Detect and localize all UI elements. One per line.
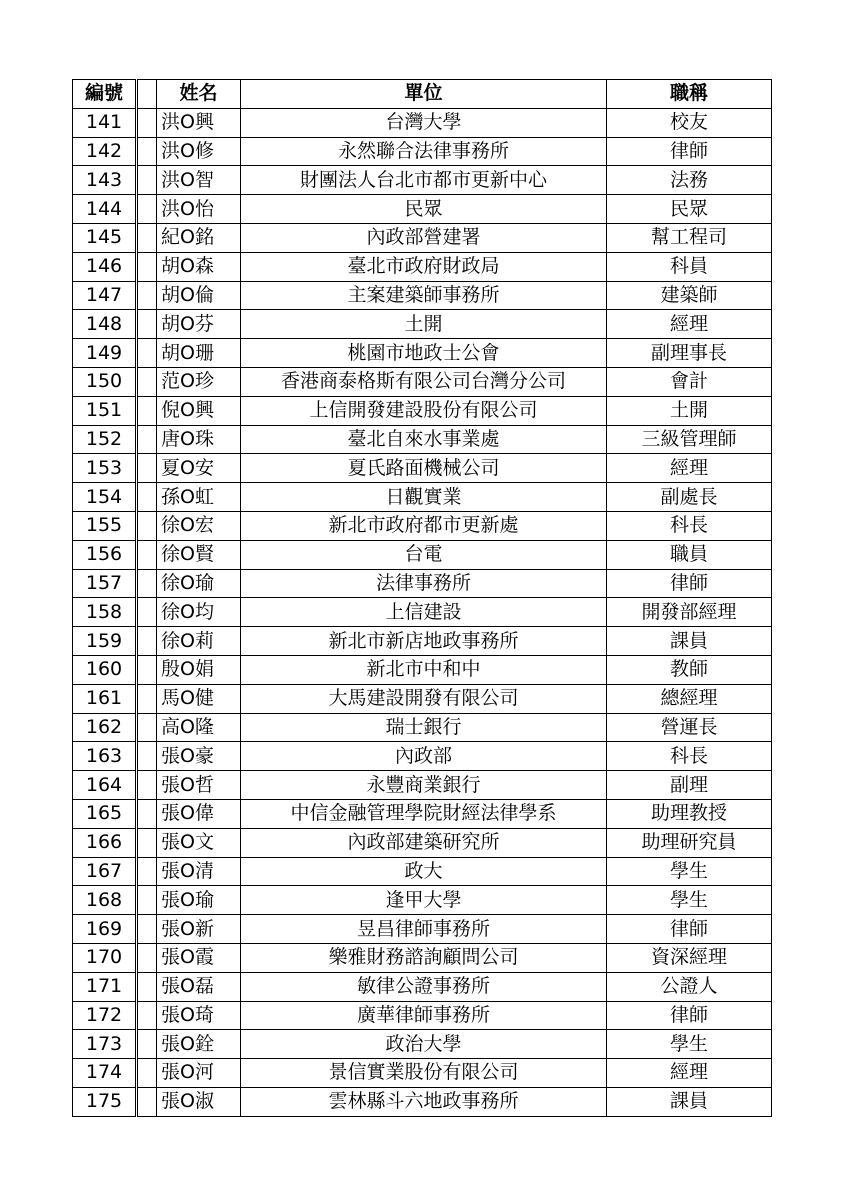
row-unit: 雲林縣斗六地政事務所 bbox=[241, 1087, 607, 1116]
row-spacer bbox=[137, 137, 157, 166]
row-number: 167 bbox=[73, 857, 137, 886]
row-spacer bbox=[137, 310, 157, 339]
row-title: 副處長 bbox=[607, 483, 772, 512]
row-unit: 法律事務所 bbox=[241, 569, 607, 598]
table-row bbox=[73, 1059, 772, 1088]
row-title: 科長 bbox=[607, 742, 772, 771]
row-title: 校友 bbox=[607, 108, 772, 137]
row-name: 張O河 bbox=[157, 1059, 241, 1088]
table-row bbox=[73, 108, 772, 137]
table-row bbox=[73, 684, 772, 713]
table-row bbox=[73, 310, 772, 339]
row-spacer bbox=[137, 339, 157, 368]
row-title: 助理教授 bbox=[607, 799, 772, 828]
table-row bbox=[73, 454, 772, 483]
row-number: 164 bbox=[73, 771, 137, 800]
row-unit: 台灣大學 bbox=[241, 108, 607, 137]
row-unit: 香港商泰格斯有限公司台灣分公司 bbox=[241, 367, 607, 396]
table-row bbox=[73, 540, 772, 569]
row-title: 職員 bbox=[607, 540, 772, 569]
roster-table bbox=[72, 79, 772, 1117]
row-spacer bbox=[137, 252, 157, 281]
row-spacer bbox=[137, 886, 157, 915]
row-unit: 內政部 bbox=[241, 742, 607, 771]
row-spacer bbox=[137, 569, 157, 598]
row-unit: 夏氏路面機械公司 bbox=[241, 454, 607, 483]
row-number: 154 bbox=[73, 483, 137, 512]
row-title: 營運長 bbox=[607, 713, 772, 742]
row-number: 169 bbox=[73, 915, 137, 944]
row-title: 建築師 bbox=[607, 281, 772, 310]
table-row bbox=[73, 483, 772, 512]
row-unit: 逢甲大學 bbox=[241, 886, 607, 915]
row-title: 開發部經理 bbox=[607, 598, 772, 627]
row-unit: 內政部建築研究所 bbox=[241, 828, 607, 857]
row-spacer bbox=[137, 425, 157, 454]
row-unit: 日觀實業 bbox=[241, 483, 607, 512]
row-name: 張O新 bbox=[157, 915, 241, 944]
row-title: 資深經理 bbox=[607, 943, 772, 972]
row-title: 法務 bbox=[607, 166, 772, 195]
row-number: 152 bbox=[73, 425, 137, 454]
row-title: 律師 bbox=[607, 137, 772, 166]
row-unit: 內政部營建署 bbox=[241, 223, 607, 252]
row-unit: 台電 bbox=[241, 540, 607, 569]
table-row bbox=[73, 771, 772, 800]
row-title: 科員 bbox=[607, 252, 772, 281]
row-spacer bbox=[137, 713, 157, 742]
header-unit: 單位 bbox=[241, 80, 607, 109]
row-unit: 上信開發建設股份有限公司 bbox=[241, 396, 607, 425]
table-row bbox=[73, 425, 772, 454]
row-number: 151 bbox=[73, 396, 137, 425]
table-row bbox=[73, 828, 772, 857]
row-name: 馬O健 bbox=[157, 684, 241, 713]
row-spacer bbox=[137, 195, 157, 224]
row-title: 律師 bbox=[607, 1001, 772, 1030]
row-title: 學生 bbox=[607, 857, 772, 886]
row-title: 課員 bbox=[607, 1087, 772, 1116]
row-spacer bbox=[137, 454, 157, 483]
row-number: 141 bbox=[73, 108, 137, 137]
table-row bbox=[73, 799, 772, 828]
row-name: 張O淑 bbox=[157, 1087, 241, 1116]
row-title: 會計 bbox=[607, 367, 772, 396]
row-number: 175 bbox=[73, 1087, 137, 1116]
row-spacer bbox=[137, 828, 157, 857]
table-row bbox=[73, 367, 772, 396]
row-title: 副理 bbox=[607, 771, 772, 800]
row-name: 洪O修 bbox=[157, 137, 241, 166]
row-name: 張O文 bbox=[157, 828, 241, 857]
row-title: 學生 bbox=[607, 886, 772, 915]
row-number: 143 bbox=[73, 166, 137, 195]
row-title: 土開 bbox=[607, 396, 772, 425]
row-name: 范O珍 bbox=[157, 367, 241, 396]
row-unit: 瑞士銀行 bbox=[241, 713, 607, 742]
row-number: 148 bbox=[73, 310, 137, 339]
row-name: 胡O倫 bbox=[157, 281, 241, 310]
row-name: 徐O均 bbox=[157, 598, 241, 627]
row-unit: 主案建築師事務所 bbox=[241, 281, 607, 310]
row-title: 律師 bbox=[607, 915, 772, 944]
row-spacer bbox=[137, 1087, 157, 1116]
row-spacer bbox=[137, 483, 157, 512]
table-row bbox=[73, 1087, 772, 1116]
row-spacer bbox=[137, 223, 157, 252]
row-number: 159 bbox=[73, 627, 137, 656]
row-title: 經理 bbox=[607, 454, 772, 483]
row-name: 紀O銘 bbox=[157, 223, 241, 252]
row-name: 殷O娟 bbox=[157, 655, 241, 684]
row-unit: 新北市新店地政事務所 bbox=[241, 627, 607, 656]
row-name: 洪O興 bbox=[157, 108, 241, 137]
table-row bbox=[73, 915, 772, 944]
row-spacer bbox=[137, 915, 157, 944]
row-unit: 景信實業股份有限公司 bbox=[241, 1059, 607, 1088]
row-spacer bbox=[137, 972, 157, 1001]
header-name: 姓名 bbox=[157, 80, 241, 109]
row-spacer bbox=[137, 799, 157, 828]
row-name: 倪O興 bbox=[157, 396, 241, 425]
row-number: 144 bbox=[73, 195, 137, 224]
table-row bbox=[73, 742, 772, 771]
row-number: 155 bbox=[73, 511, 137, 540]
row-spacer bbox=[137, 166, 157, 195]
row-name: 張O琦 bbox=[157, 1001, 241, 1030]
row-name: 高O隆 bbox=[157, 713, 241, 742]
row-spacer bbox=[137, 367, 157, 396]
table-row bbox=[73, 1001, 772, 1030]
row-number: 146 bbox=[73, 252, 137, 281]
row-name: 唐O珠 bbox=[157, 425, 241, 454]
row-unit: 政治大學 bbox=[241, 1030, 607, 1059]
row-unit: 樂雅財務諮詢顧問公司 bbox=[241, 943, 607, 972]
row-unit: 永豐商業銀行 bbox=[241, 771, 607, 800]
row-title: 幫工程司 bbox=[607, 223, 772, 252]
table-row bbox=[73, 627, 772, 656]
row-number: 171 bbox=[73, 972, 137, 1001]
row-number: 165 bbox=[73, 799, 137, 828]
table-row bbox=[73, 511, 772, 540]
row-name: 徐O瑜 bbox=[157, 569, 241, 598]
table-body bbox=[73, 108, 772, 1116]
row-number: 160 bbox=[73, 655, 137, 684]
table-row bbox=[73, 396, 772, 425]
row-title: 教師 bbox=[607, 655, 772, 684]
row-unit: 臺北市政府財政局 bbox=[241, 252, 607, 281]
row-unit: 財團法人台北市都市更新中心 bbox=[241, 166, 607, 195]
row-spacer bbox=[137, 1059, 157, 1088]
table-row bbox=[73, 252, 772, 281]
row-number: 142 bbox=[73, 137, 137, 166]
row-spacer bbox=[137, 281, 157, 310]
row-title: 民眾 bbox=[607, 195, 772, 224]
row-number: 150 bbox=[73, 367, 137, 396]
row-title: 經理 bbox=[607, 1059, 772, 1088]
table-row bbox=[73, 569, 772, 598]
header-number: 編號 bbox=[73, 80, 137, 109]
row-title: 公證人 bbox=[607, 972, 772, 1001]
row-number: 168 bbox=[73, 886, 137, 915]
row-name: 徐O莉 bbox=[157, 627, 241, 656]
row-name: 胡O珊 bbox=[157, 339, 241, 368]
row-number: 163 bbox=[73, 742, 137, 771]
table-row bbox=[73, 655, 772, 684]
row-spacer bbox=[137, 598, 157, 627]
row-number: 145 bbox=[73, 223, 137, 252]
row-name: 張O清 bbox=[157, 857, 241, 886]
row-unit: 新北市政府都市更新處 bbox=[241, 511, 607, 540]
row-title: 副理事長 bbox=[607, 339, 772, 368]
row-spacer bbox=[137, 540, 157, 569]
row-number: 174 bbox=[73, 1059, 137, 1088]
row-title: 經理 bbox=[607, 310, 772, 339]
row-name: 徐O賢 bbox=[157, 540, 241, 569]
table-row bbox=[73, 339, 772, 368]
row-number: 161 bbox=[73, 684, 137, 713]
header-spacer bbox=[137, 80, 157, 109]
row-name: 洪O智 bbox=[157, 166, 241, 195]
row-number: 170 bbox=[73, 943, 137, 972]
row-spacer bbox=[137, 742, 157, 771]
row-name: 張O銓 bbox=[157, 1030, 241, 1059]
row-unit: 臺北自來水事業處 bbox=[241, 425, 607, 454]
table-row bbox=[73, 195, 772, 224]
row-title: 律師 bbox=[607, 569, 772, 598]
row-spacer bbox=[137, 1001, 157, 1030]
row-name: 孫O虹 bbox=[157, 483, 241, 512]
row-number: 172 bbox=[73, 1001, 137, 1030]
row-unit: 大馬建設開發有限公司 bbox=[241, 684, 607, 713]
row-name: 胡O芬 bbox=[157, 310, 241, 339]
row-name: 徐O宏 bbox=[157, 511, 241, 540]
row-unit: 昱昌律師事務所 bbox=[241, 915, 607, 944]
table-row bbox=[73, 137, 772, 166]
row-title: 學生 bbox=[607, 1030, 772, 1059]
row-unit: 廣華律師事務所 bbox=[241, 1001, 607, 1030]
row-spacer bbox=[137, 396, 157, 425]
table-row bbox=[73, 857, 772, 886]
row-name: 洪O怡 bbox=[157, 195, 241, 224]
row-spacer bbox=[137, 108, 157, 137]
row-number: 153 bbox=[73, 454, 137, 483]
row-name: 張O豪 bbox=[157, 742, 241, 771]
row-number: 158 bbox=[73, 598, 137, 627]
table-row bbox=[73, 223, 772, 252]
row-number: 157 bbox=[73, 569, 137, 598]
row-spacer bbox=[137, 511, 157, 540]
row-spacer bbox=[137, 684, 157, 713]
row-spacer bbox=[137, 857, 157, 886]
row-unit: 政大 bbox=[241, 857, 607, 886]
row-name: 張O偉 bbox=[157, 799, 241, 828]
row-title: 總經理 bbox=[607, 684, 772, 713]
row-spacer bbox=[137, 943, 157, 972]
row-unit: 敏律公證事務所 bbox=[241, 972, 607, 1001]
table-row bbox=[73, 886, 772, 915]
table-row bbox=[73, 713, 772, 742]
row-spacer bbox=[137, 1030, 157, 1059]
row-name: 張O磊 bbox=[157, 972, 241, 1001]
row-name: 夏O安 bbox=[157, 454, 241, 483]
row-unit: 新北市中和中 bbox=[241, 655, 607, 684]
row-number: 162 bbox=[73, 713, 137, 742]
row-unit: 中信金融管理學院財經法律學系 bbox=[241, 799, 607, 828]
row-unit: 上信建設 bbox=[241, 598, 607, 627]
row-name: 張O哲 bbox=[157, 771, 241, 800]
row-title: 科長 bbox=[607, 511, 772, 540]
row-number: 156 bbox=[73, 540, 137, 569]
table-row bbox=[73, 972, 772, 1001]
table-header-row bbox=[73, 80, 772, 109]
row-number: 173 bbox=[73, 1030, 137, 1059]
row-title: 助理研究員 bbox=[607, 828, 772, 857]
row-number: 147 bbox=[73, 281, 137, 310]
row-title: 三級管理師 bbox=[607, 425, 772, 454]
header-title: 職稱 bbox=[607, 80, 772, 109]
table-row bbox=[73, 1030, 772, 1059]
row-name: 張O霞 bbox=[157, 943, 241, 972]
row-title: 課員 bbox=[607, 627, 772, 656]
row-unit: 桃園市地政士公會 bbox=[241, 339, 607, 368]
row-unit: 土開 bbox=[241, 310, 607, 339]
row-number: 149 bbox=[73, 339, 137, 368]
row-unit: 永然聯合法律事務所 bbox=[241, 137, 607, 166]
table-row bbox=[73, 281, 772, 310]
row-number: 166 bbox=[73, 828, 137, 857]
row-spacer bbox=[137, 655, 157, 684]
row-spacer bbox=[137, 771, 157, 800]
table-row bbox=[73, 166, 772, 195]
row-name: 張O瑜 bbox=[157, 886, 241, 915]
row-unit: 民眾 bbox=[241, 195, 607, 224]
table-row bbox=[73, 943, 772, 972]
row-name: 胡O森 bbox=[157, 252, 241, 281]
table-row bbox=[73, 598, 772, 627]
row-spacer bbox=[137, 627, 157, 656]
